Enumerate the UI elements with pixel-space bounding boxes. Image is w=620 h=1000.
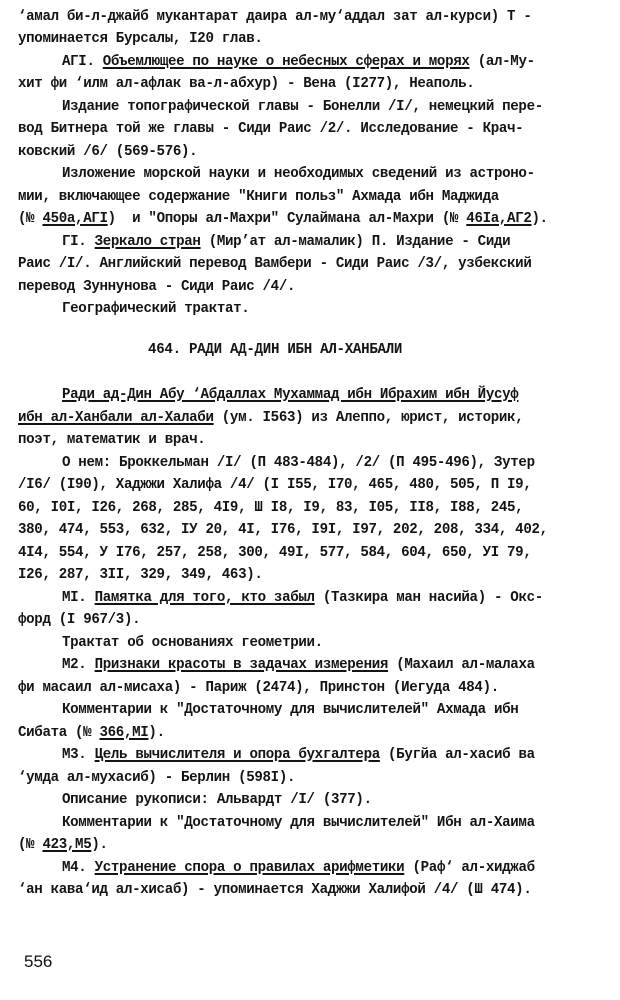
text-line [18,834,108,854]
text-segment: Изложение морской науки и необходимых сведений из астроно- [62,164,535,182]
text-segment: поэт, математик и врач. [18,430,206,448]
text-line [18,542,531,562]
text-segment: перевод Зуннунова - Сиди Раис /4/. [18,277,296,295]
text-segment: Комментарии к "Достаточному для вычислителей" Ибн ал-Хаима [62,813,535,831]
text-segment: фи масаил ал-мисаха) - Париж (2474), Принстон (Иегуда 484). [18,678,499,696]
text-segment: хит фи ‘илм ал-афлак ва-л-абхур) - Вена (I277), Неаполь. [18,74,475,92]
text-segment: Раис /I/. Английский перевод Вамбери - Сиди Раис /3/, узбекский [18,254,532,272]
text-segment: (Бугйа ал-хасиб ва [379,745,535,763]
text-segment: ковский /6/ (569-576). [18,142,198,160]
text-line [62,587,543,607]
text-line [62,452,535,472]
text-segment: ). [148,723,165,741]
text-line [18,186,499,206]
text-line [18,28,263,48]
text-segment: МI. [62,588,95,606]
text-line [18,879,531,899]
underlined-title: Зеркало стран [94,232,201,250]
text-segment: Сибата (№ [18,723,100,741]
text-line [18,609,140,629]
text-line [18,767,295,787]
underlined-title: Признаки красоты в задачах измерения [94,655,389,673]
text-line [18,141,197,161]
text-line [62,812,535,832]
text-line [18,519,548,539]
text-line [18,6,531,26]
page-number: 556 [24,952,53,971]
text-segment: ‘ан кава‘ид ал-хисаб) - упоминается Хаджжи Халифой /4/ (Ш 474). [18,880,532,898]
underlined-title: Цель вычислителя и опора бухгалтера [94,745,380,763]
underlined-title: Объемлющее по науке о небесных сферах и морях [102,52,470,70]
text-line [18,677,499,697]
text-segment: (Раф‘ ал-хиджаб [404,858,535,876]
text-line [62,298,249,318]
text-segment: I26, 287, 3II, 329, 349, 463). [18,565,263,583]
text-segment: /I6/ (I90), Хаджжи Халифа /4/ (I I55, I70, 465, 480, 505, П I9, [18,475,532,493]
text-segment: (Тазкира ман насийа) - Окс- [314,588,543,606]
underlined-title: 423,М5 [42,835,92,853]
text-line [18,407,523,427]
text-segment: (Махаил ал-малаха [388,655,535,673]
underlined-title: ибн ал-Ханбали ал-Халаби [18,408,214,426]
text-line [18,564,263,584]
text-segment: Издание топографической главы - Бонелли /I/, немецкий пере- [62,97,543,115]
text-line [18,429,205,449]
text-segment: М4. [62,858,95,876]
text-segment: 4I4, 554, У I76, 257, 258, 300, 49I, 577, 584, 604, 650, УI 79, [18,543,532,561]
text-segment: М2. [62,655,95,673]
text-segment: Географический трактат. [62,299,250,317]
text-line [18,497,523,517]
text-segment: ‘умда ал-мухасиб) - Берлин (598I). [18,768,296,786]
text-line [18,73,474,93]
underlined-title: Ради ад-Дин Абу ‘Абдаллах Мухаммад ибн Ибрахим ибн Йусуф [62,385,519,403]
text-segment: (№ [18,209,43,227]
text-segment: ). [91,835,108,853]
text-line [62,163,535,183]
underlined-title: 450а,АГI [42,209,108,227]
text-line [62,654,535,674]
text-segment: (Мир’ат ал-мамалик) П. Издание - Сиди [200,232,511,250]
text-segment: мии, включающее содержание "Книги польз" Ахмада ибн Маджида [18,187,499,205]
text-segment: 380, 474, 553, 632, IУ 20, 4I, I76, I9I, I97, 202, 208, 334, 402, [18,520,548,538]
text-line [18,253,531,273]
text-segment: упоминается Бурсалы, I20 глав. [18,29,263,47]
text-segment: Трактат об основаниях геометрии. [62,633,323,651]
text-segment: (ал-Му- [469,52,535,70]
text-line [62,231,510,251]
text-segment: ГI. [62,232,95,250]
text-line [62,699,518,719]
underlined-title: 46Iа,АГ2 [466,209,532,227]
underlined-title: Памятка для того, кто забыл [94,588,315,606]
text-line [62,384,518,404]
text-segment: О нем: Броккельман /I/ (П 483-484), /2/ (П 495-496), Зутер [62,453,535,471]
text-segment: ‘амал би-л-джайб мукантарат даира ал-му‘аддал зат ал-курси) Т - [18,7,532,25]
text-line [18,276,295,296]
text-line [18,722,165,742]
text-segment: М3. [62,745,95,763]
text-segment: вод Битнера той же главы - Сиди Раис /2/. Исследование - Крач- [18,119,524,137]
text-segment: 60, I0I, I26, 268, 285, 4I9, Ш I8, I9, 83, I05, II8, I88, 245, [18,498,524,516]
text-line [18,208,548,228]
text-segment: ). [531,209,548,227]
underlined-title: 366,МI [99,723,149,741]
text-line [62,632,323,652]
text-segment: Комментарии к "Достаточному для вычислителей" Ахмада ибн [62,700,519,718]
text-segment: (№ [18,835,43,853]
text-line [62,789,372,809]
text-segment: ) и "Опоры ал-Махри" Сулаймана ал-Махри (№ [107,209,467,227]
text-segment: (ум. I563) из Алеппо, юрист, историк, [213,408,524,426]
text-line [62,51,535,71]
text-segment: АГI. [62,52,103,70]
text-segment: Описание рукописи: Альвардт /I/ (377). [62,790,372,808]
text-line [62,857,535,877]
text-segment: форд (I 967/3). [18,610,141,628]
text-line [62,96,543,116]
section-heading: 464. РАДИ АД-ДИН ИБН АЛ-ХАНБАЛИ [148,340,403,358]
text-line [18,474,531,494]
text-line [62,744,535,764]
underlined-title: Устранение спора о правилах арифметики [94,858,405,876]
text-line [18,118,523,138]
